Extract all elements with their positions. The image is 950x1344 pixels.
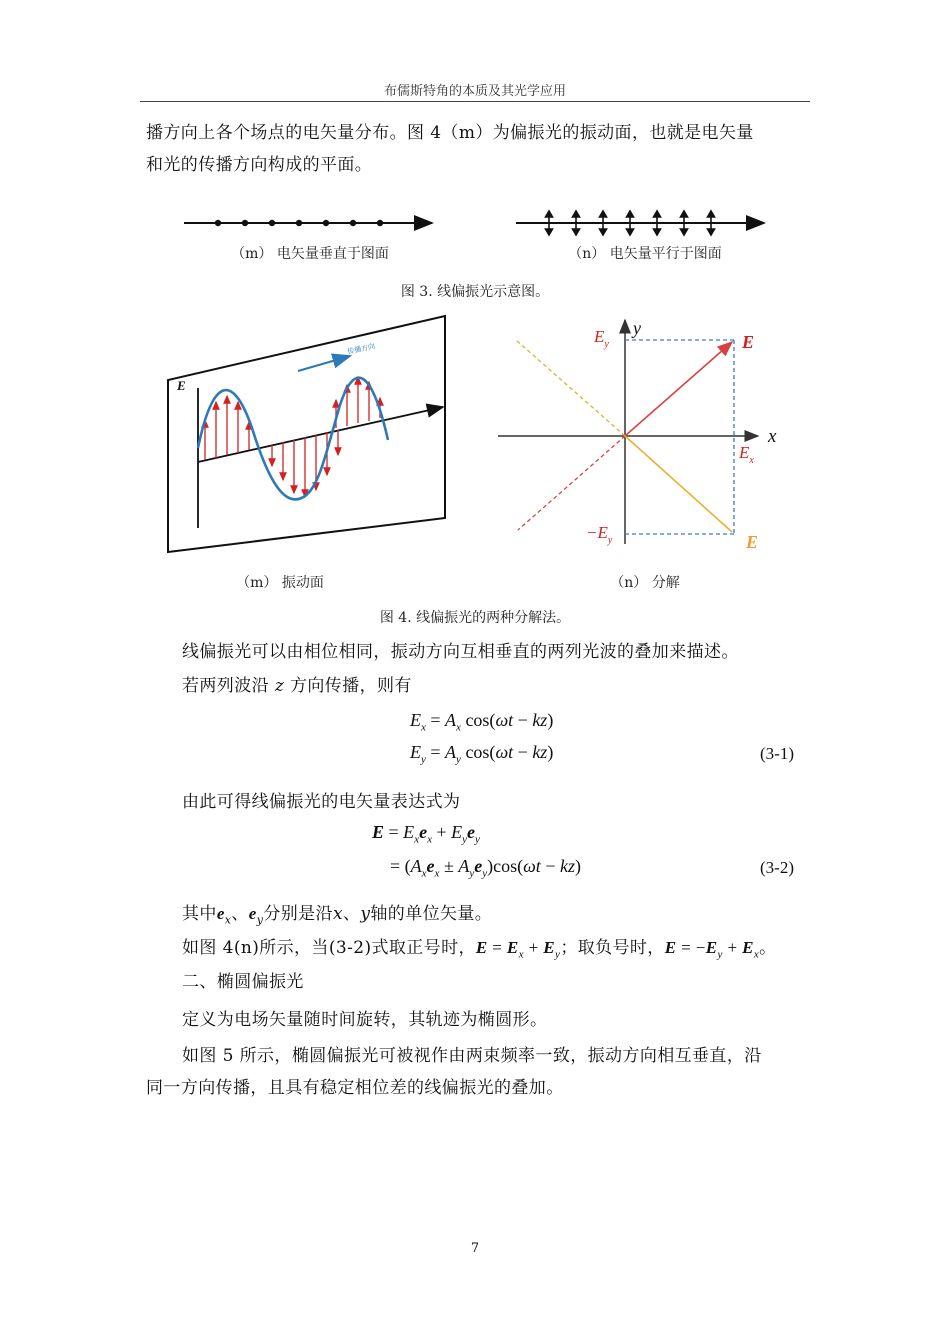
paragraph-linear-superposition: 线偏振光可以由相位相同，振动方向互相垂直的两列光波的叠加来描述。 [182,642,739,662]
label-e-upper: E [742,332,755,352]
equation-ey: $E_y = A_y$ cos(ωt − kz) [410,742,554,766]
propagation-axis [198,407,443,462]
paragraph-unit-vectors: 其中$e_x$、$e_y$分别是沿x、y轴的单位矢量。 [182,904,493,927]
vector-e-lower-dashed-extension [516,340,625,436]
fig4-subcaption-n: （n） 分解 [610,575,680,591]
figure-4n-decomposition [490,312,800,552]
field-vector-arrows [205,377,380,497]
propagation-direction-label: 传播方向 [346,342,376,356]
equation-e-sum: $E = E_xe_x + E_ye_y$ [372,822,480,846]
fig4-subcaption-m: （m） 振动面 [236,575,324,591]
page-number: 7 [470,1241,480,1256]
intro-paragraph [146,117,808,181]
running-header: 布儒斯特角的本质及其光学应用 [383,84,566,99]
vibration-plane-parallelogram [168,316,445,552]
fig3m-line-with-dots [184,220,432,226]
equation-number-3-2: (3-2) [760,858,794,877]
figure-4m-vibration-plane [160,310,460,560]
vector-e-lower [625,436,732,532]
label-e-lower: E [746,532,759,552]
equation-e-cos: = $(A_xe_x \pm A_ye_y)\cos(\omega t - kz)$ [390,856,581,880]
fig4-caption: 图 4. 线偏振光的两种分解法。 [379,610,571,626]
label-ex: $E_x$ [739,443,754,466]
e-axis-label: E [177,378,186,393]
fig3-caption: 图 3. 线偏振光示意图。 [400,284,550,300]
paragraph-z-direction: 若两列波沿 z 方向传播，则有 [182,676,412,696]
section-heading-elliptical: 二、椭圆偏振光 [182,972,304,992]
fig3n-line-with-double-arrows [516,211,764,235]
fig3-subcaption-m: （m） 电矢量垂直于图面 [231,246,389,262]
intro-line-2: 和光的传播方向构成的平面。 [146,155,373,175]
equation-number-3-1: (3-1) [760,744,794,763]
header-divider [140,101,810,102]
paragraph-sign-cases: 如图 4(n)所示，当(3-2)式取正号时，$E = E_x + E_y$；取负号时，$E = -E_y + E_x$。 [182,938,777,961]
paragraph-vector-expression: 由此可得线偏振光的电矢量表达式为 [182,792,461,812]
paragraph-elliptical-fig5-line1: 如图 5 所示，椭圆偏振光可被视作由两束频率一致，振动方向相互垂直，沿 [182,1046,762,1066]
paragraph-elliptical-fig5-line2: 同一方向传播，且具有稳定相位差的线偏振光的叠加。 [146,1078,564,1098]
vector-e-upper-dashed-extension [518,436,625,530]
fig3-subcaption-n: （n） 电矢量平行于图面 [568,246,722,262]
label-y-axis: y [633,318,641,338]
label-ey: $E_y$ [594,327,609,350]
equation-ex: $E_x = A_x$ cos(ωt − kz) [410,710,554,734]
propagation-direction-arrow [298,356,350,371]
label-x-axis: x [768,426,777,447]
intro-line-1: 播方向上各个场点的电矢量分布。图 4（m）为偏振光的振动面，也就是电矢量 [146,123,754,143]
vector-e-upper [625,342,732,436]
paragraph-elliptical-definition: 定义为电场矢量随时间旋转，其轨迹为椭圆形。 [182,1010,548,1030]
label-neg-ey: $-E_y$ [586,523,613,546]
